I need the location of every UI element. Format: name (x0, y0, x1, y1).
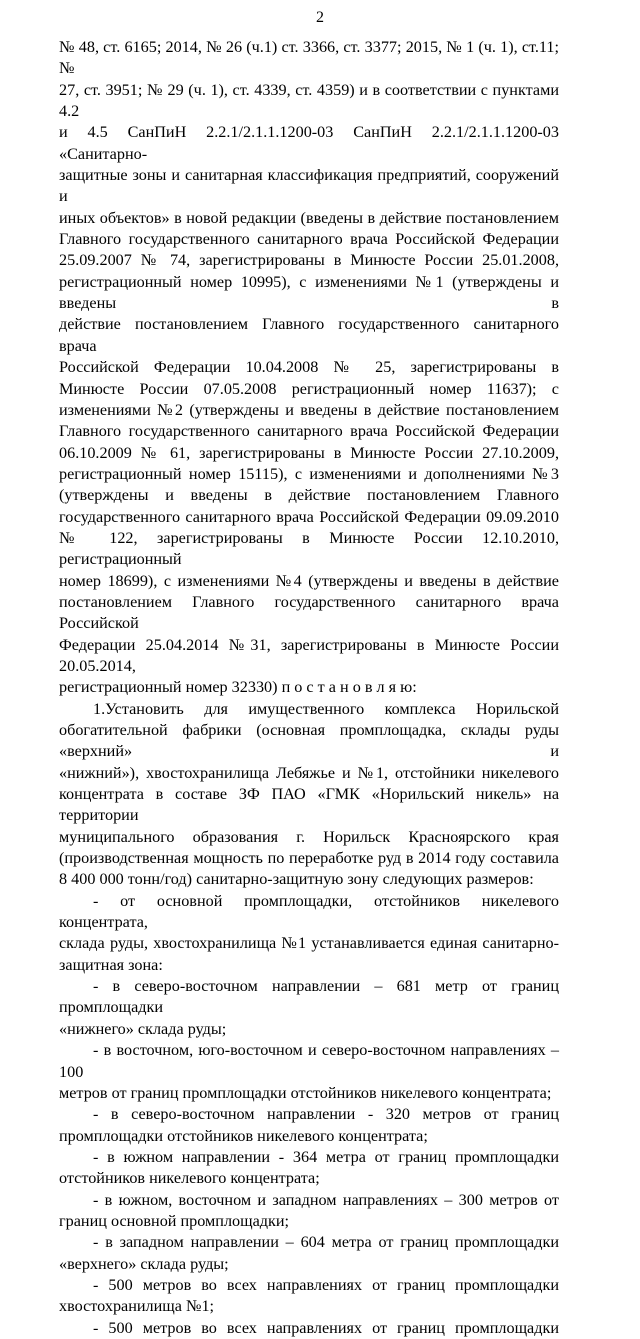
text-line: Федерации 25.04.2014 №31, зарегистрированы в Минюсте России 20.05.2014, (59, 635, 559, 675)
text-line: - в северо-восточном направлении – 681 метр от границ промплощадки (59, 977, 559, 1017)
text-line: и 4.5 СанПиН 2.2.1/2.1.1.1200-03 СанПиН 2.2.1/2.1.1.1200-03 «Санитарно- (59, 123, 559, 163)
text-line: регистрационный номер 15115), с изменениями и дополнениями №3 (59, 464, 559, 483)
text-line: «нижний»), хвостохранилища Лебяжье и №1, отстойники никелевого (59, 763, 559, 782)
text-line: 06.10.2009 № 61, зарегистрированы в Минюсте России 27.10.2009, (59, 443, 559, 462)
text-line: отстойников никелевого концентрата; (59, 1169, 320, 1188)
page-number: 2 (316, 9, 324, 26)
text-line: Главного государственного санитарного врача Российской Федерации (59, 230, 559, 249)
text-line: иных объектов» в новой редакции (введены в действие постановлением (59, 208, 559, 227)
text-line: - в южном направлении - 364 метра от границ промплощадки (93, 1147, 559, 1166)
text-line: 8 400 000 тонн/год) санитарно-защитную зону следующих размеров: (59, 870, 534, 889)
text-line: - 500 метров во всех направлениях от границ промплощадки (93, 1275, 559, 1294)
text-line: регистрационный номер 10995), с изменениями №1 (утверждены и введены в (59, 272, 559, 313)
text-line: защитная зона: (59, 955, 163, 974)
text-line: обогатительной фабрики (основная промплощадка, склады руды «верхний» и (59, 721, 559, 761)
text-line: метров от границ промплощадки отстойников никелевого концентрата; (59, 1083, 552, 1102)
text-line: регистрационный номер 32330) п о с т а н о в л я ю: (59, 678, 417, 697)
text-line: - в восточном, юго-восточном и северо-восточном направлениях – 100 (59, 1041, 559, 1081)
text-line: концентрата в составе ЗФ ПАО «ГМК «Норильский никель» на территории (59, 785, 559, 825)
text-line: Минюсте России 07.05.2008 регистрационный номер 11637); с (59, 379, 559, 398)
text-line: (производственная мощность по переработке руд в 2014 году составила (59, 849, 559, 868)
text-line: 27, ст. 3951; № 29 (ч. 1), ст. 4339, ст. 4359) и в соответствии с пунктами 4.2 (59, 80, 559, 121)
text-line: промплощадки отстойников никелевого концентрата; (59, 1126, 428, 1145)
text-line: - 500 метров во всех направлениях от границ промплощадки (93, 1318, 559, 1337)
text-line: государственного санитарного врача Российской Федерации 09.09.2010 (59, 507, 559, 526)
text-line: изменениями №2 (утверждены и введены в действие постановлением (59, 400, 559, 419)
text-line: защитные зоны и санитарная классификация предприятий, сооружений и (59, 166, 559, 206)
text-line: - в южном, восточном и западном направлениях – 300 метров от (93, 1190, 559, 1209)
text-line: «верхнего» склада руды; (59, 1254, 229, 1273)
text-line: склада руды, хвостохранилища №1 устанавливается единая санитарно- (59, 934, 559, 953)
text-line: муниципального образования г. Норильск Красноярского края (59, 827, 559, 846)
text-line: (утверждены и введены в действие постановлением Главного (59, 486, 559, 505)
text-line: Главного государственного санитарного врача Российской Федерации (59, 422, 559, 441)
text-line: - в северо-восточном направлении - 320 метров от границ (93, 1105, 559, 1124)
text-line: действие постановлением Главного государственного санитарного врача (59, 315, 559, 355)
text-line: 25.09.2007 № 74, зарегистрированы в Минюсте России 25.01.2008, (59, 251, 559, 270)
text-line: «нижнего» склада руды; (59, 1019, 227, 1038)
text-line: № 48, ст. 6165; 2014, № 26 (ч.1) ст. 3366, ст. 3377; 2015, № 1 (ч. 1), ст.11; № (59, 38, 559, 78)
document-body (59, 37, 559, 1339)
text-line: границ основной промплощадки; (59, 1211, 290, 1230)
text-line: номер 18699), с изменениями №4 (утверждены и введены в действие (59, 571, 559, 590)
text-line: - от основной промплощадки, отстойников никелевого концентрата, (59, 891, 559, 932)
text-line: постановлением Главного государственного санитарного врача Российской (59, 592, 559, 633)
text-line: 1.Установить для имущественного комплекса Норильской (93, 699, 559, 718)
text-line: Российской Федерации 10.04.2008 № 25, зарегистрированы в (59, 358, 559, 377)
text-line: хвостохранилища №1; (59, 1297, 215, 1316)
text-line: № 122, зарегистрированы в Минюсте России 12.10.2010, регистрационный (59, 528, 559, 569)
text-line: - в западном направлении – 604 метра от границ промплощадки (93, 1233, 559, 1252)
